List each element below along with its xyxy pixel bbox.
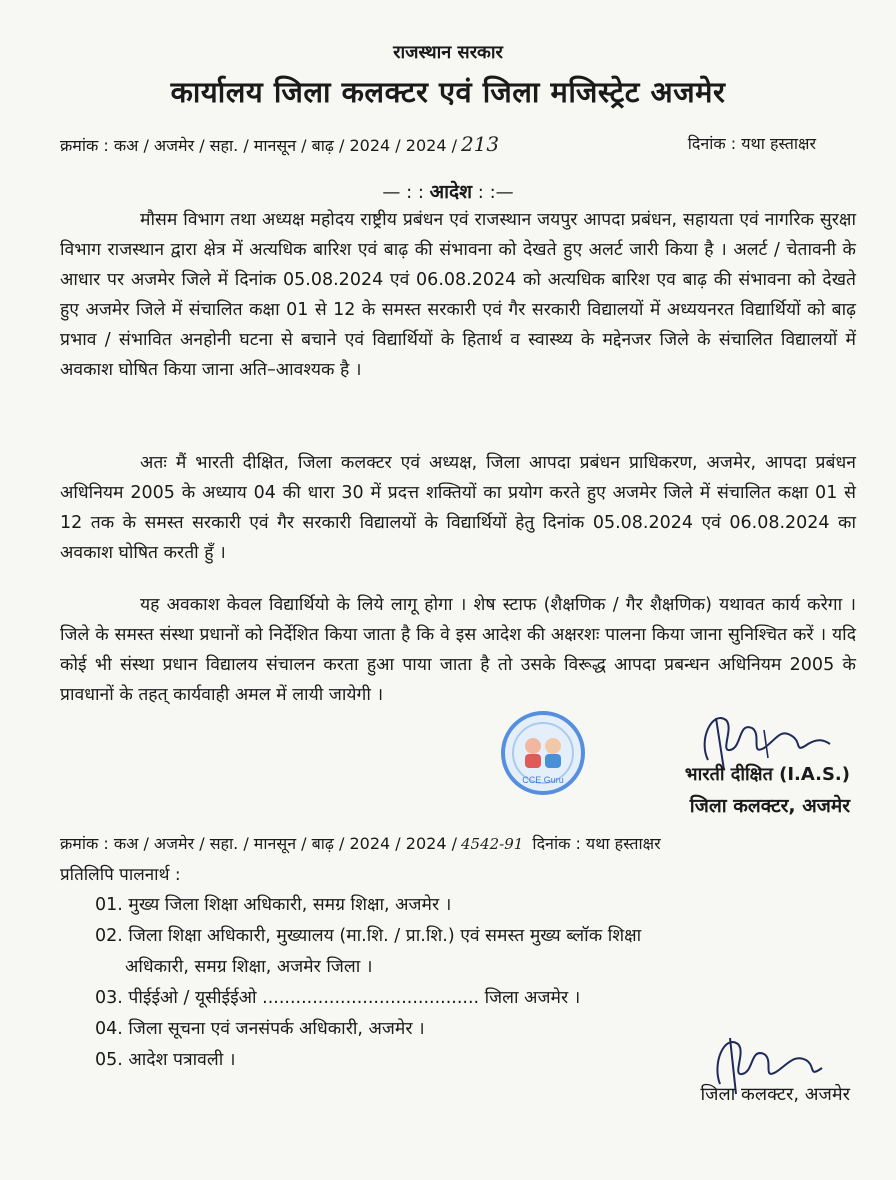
government-heading: राजस्थान सरकार xyxy=(393,42,503,63)
list-item: 02. जिला शिक्षा अधिकारी, मुख्यालय (मा.शि. / प्रा.शि.) एवं समस्त मुख्य ब्लॉक शिक्षा xyxy=(95,926,642,946)
paragraph-1: मौसम विभाग तथा अध्यक्ष महोदय राष्ट्रीय प्रबंधन एवं राजस्थान जयपुर आपदा प्रबंधन, सहायता एवं नागरिक सुरक्षा विभाग राजस्थान द्वारा क्षेत्र में अत्यधिक बारिश एवं बाढ़ की संभावना को देखते हुए अलर्ट जारी किया है । अलर्ट / चेतावनी के आधार पर अजमेर जिले में दिनांक 05.08.2024 एवं 06.08.2024 को अत्यधिक बारिश एव बाढ़ की संभावना को देखते हुए अजमेर जिले में संचालित कक्षा 01 से 12 के समस्त सरकारी एवं गैर सरकारी विद्यालयों में अध्ययनरत विद्यार्थियों को बाढ़ प्रभाव / संभावित अनहोनी घटना से बचाने एवं विद्यार्थियों के हितार्थ व स्वास्थ्य के मद्देनजर जिले के संचालित विद्यालयों में अवकाश घोषित किया जाना अति–आवश्यक है । xyxy=(60,210,856,380)
order-title-suffix: : :— xyxy=(472,182,514,203)
list-item: 01. मुख्य जिला शिक्षा अधिकारी, समग्र शिक्षा, अजमेर । xyxy=(95,895,452,915)
reference-date-1: दिनांक : यथा हस्ताक्षर xyxy=(687,134,816,153)
order-title xyxy=(0,178,896,204)
reference-number-text: क्रमांक : कअ / अजमेर / सहा. / मानसून / बाढ़ / 2024 / 2024 / xyxy=(60,136,457,155)
watermark-logo xyxy=(498,708,588,798)
list-item: अधिकारी, समग्र शिक्षा, अजमेर जिला । xyxy=(125,957,373,977)
list-item: 03. पीईईओ / यूसीईईओ ....................................... जिला अजमेर । xyxy=(95,988,581,1008)
order-title-text: आदेश xyxy=(429,181,473,203)
paragraph-2: अतः मैं भारती दीक्षित, जिला कलक्टर एवं अध्यक्ष, जिला आपदा प्रबंधन प्राधिकरण, अजमेर, आपदा प्रबंधन अधिनियम 2005 के अध्याय 04 की धारा 30 में प्रदत्त शक्तियों का प्रयोग करते हुए अजमेर जिले में संचालित कक्षा 01 से 12 तक के समस्त सरकारी एवं गैर सरकारी विद्यालयों के विद्यार्थियों हेतु दिनांक 05.08.2024 एवं 06.08.2024 का अवकाश घोषित करती हुँ । xyxy=(60,453,856,563)
order-title-prefix: — : : xyxy=(382,182,430,203)
watermark-text: CCE Guru xyxy=(522,775,564,785)
signatory-title: जिला कलक्टर, अजमेर xyxy=(689,795,850,817)
office-heading: कार्यालय जिला कलक्टर एवं जिला मजिस्ट्रेट अजमेर xyxy=(170,75,726,109)
copy-to-label: प्रतिलिपि पालनार्थ : xyxy=(60,865,181,885)
handwritten-reference-number: 213 xyxy=(460,132,500,156)
signatory-name: भारती दीक्षित (I.A.S.) xyxy=(684,764,850,785)
handwritten-reference-number-2: 4542-91 xyxy=(460,835,524,853)
final-signature-title: जिला कलक्टर, अजमेर xyxy=(700,1084,850,1105)
reference-number-text-2: क्रमांक : कअ / अजमेर / सहा. / मानसून / बाढ़ / 2024 / 2024 / xyxy=(60,834,457,853)
paragraph-3: यह अवकाश केवल विद्यार्थियो के लिये लागू होगा । शेष स्टाफ (शैक्षणिक / गैर शैक्षणिक) यथावत कार्य करेगा । जिले के समस्त संस्था प्रधानों को निर्देशित किया जाता है कि वे इस आदेश की अक्षरशः पालना किया जाना सुनिश्चित करें । यदि कोई भी संस्था प्रधान विद्यालय संचालन करता हुआ पाया जाता है तो उसके विरूद्ध आपदा प्रबन्धन अधिनियम 2005 के प्रावधानों के तहत् कार्यवाही अमल में लायी जायेगी । xyxy=(60,595,856,705)
reference-line-2 xyxy=(60,832,856,854)
list-item: 04. जिला सूचना एवं जनसंपर्क अधिकारी, अजमेर । xyxy=(95,1019,425,1039)
reference-date-2: दिनांक : यथा हस्ताक्षर xyxy=(532,834,661,853)
list-item: 05. आदेश पत्रावली । xyxy=(95,1050,236,1070)
